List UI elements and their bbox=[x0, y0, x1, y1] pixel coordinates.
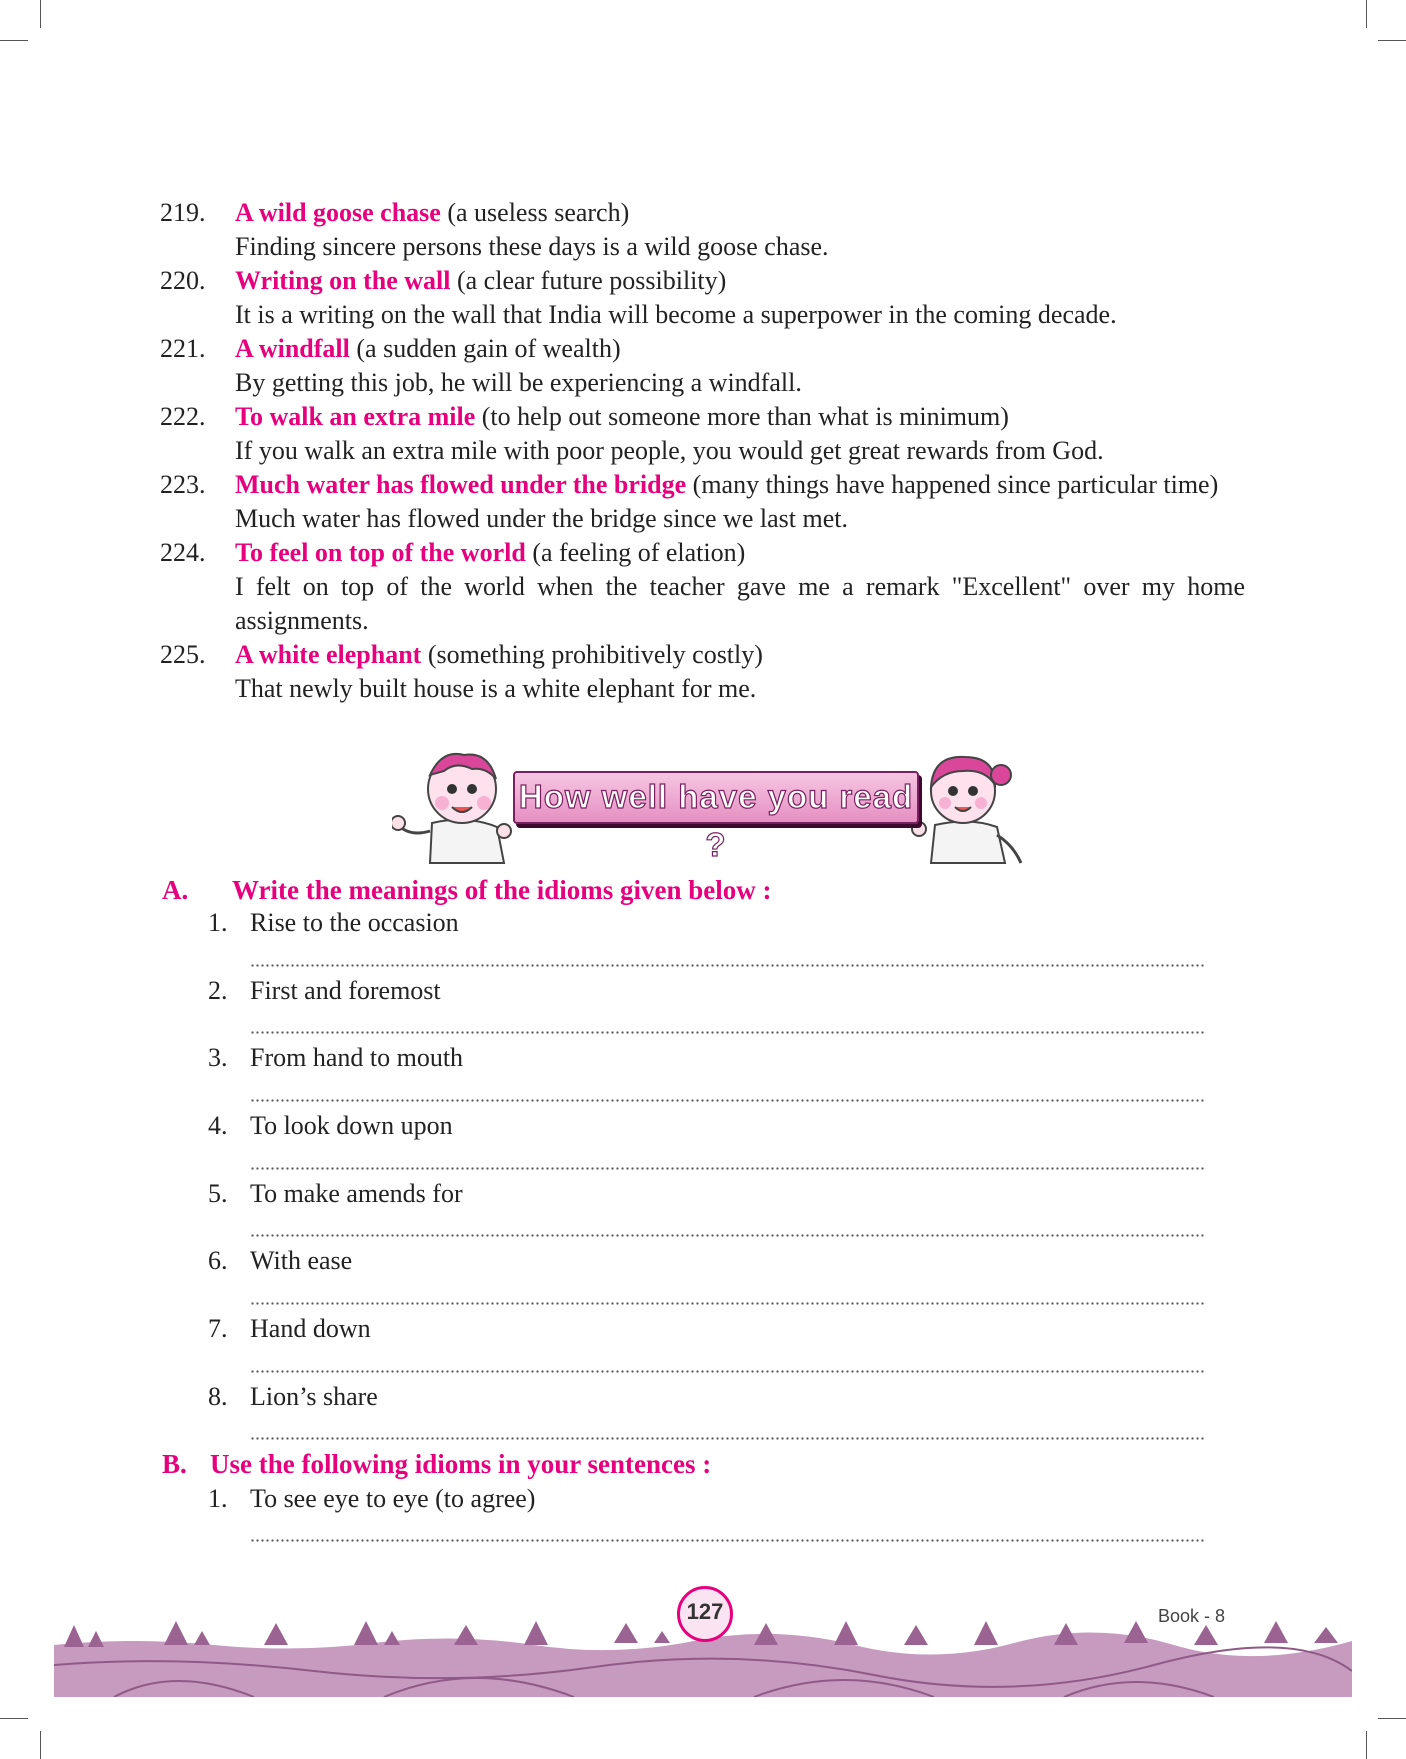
entry-number: 223. bbox=[160, 470, 206, 499]
banner-title: How well have you read ? bbox=[518, 778, 914, 863]
idiom-entry bbox=[160, 332, 1245, 400]
idiom-phrase: To walk an extra mile bbox=[235, 402, 476, 431]
idiom-phrase: A white elephant bbox=[235, 640, 422, 669]
how-well-have-you-read-banner bbox=[513, 771, 919, 863]
idiom-meaning: (many things have happened since particular time) bbox=[686, 470, 1219, 499]
book-label: Book - 8 bbox=[1158, 1606, 1226, 1626]
question-item bbox=[208, 1246, 352, 1276]
crop-mark bbox=[40, 0, 41, 28]
idiom-example: It is a writing on the wall that India will become a superpower in the coming decade. bbox=[235, 300, 1117, 329]
question-number: 8. bbox=[208, 1382, 228, 1411]
exercise-a-title bbox=[162, 875, 771, 906]
idiom-phrase: A windfall bbox=[235, 334, 350, 363]
crop-mark bbox=[1366, 0, 1367, 28]
crop-mark bbox=[1378, 40, 1406, 41]
crop-mark bbox=[40, 1731, 41, 1759]
question-number: 4. bbox=[208, 1111, 228, 1140]
entry-number: 222. bbox=[160, 402, 206, 431]
answer-line[interactable] bbox=[250, 1437, 1205, 1440]
exercise-instruction: Write the meanings of the idioms given below : bbox=[232, 875, 772, 905]
answer-line[interactable] bbox=[250, 1099, 1205, 1102]
idiom-example: Much water has flowed under the bridge since we last met. bbox=[235, 504, 848, 533]
answer-line[interactable] bbox=[250, 1234, 1205, 1237]
answer-line[interactable] bbox=[250, 964, 1205, 967]
question-number: 1. bbox=[208, 908, 228, 937]
question-number: 7. bbox=[208, 1314, 228, 1343]
idiom-list bbox=[160, 196, 1245, 706]
answer-line[interactable] bbox=[250, 1167, 1205, 1170]
question-item bbox=[208, 1179, 463, 1209]
question-text: With ease bbox=[250, 1246, 353, 1275]
idiom-entry bbox=[160, 400, 1245, 468]
question-item bbox=[208, 1111, 453, 1141]
question-text: Rise to the occasion bbox=[250, 908, 459, 937]
exercise-letter: B. bbox=[162, 1449, 187, 1479]
idiom-meaning: (a clear future possibility) bbox=[450, 266, 727, 295]
idiom-example: By getting this job, he will be experiencing a windfall. bbox=[235, 368, 802, 397]
idiom-example: That newly built house is a white elephant for me. bbox=[235, 674, 757, 703]
crop-mark bbox=[1378, 1718, 1406, 1719]
answer-line[interactable] bbox=[250, 1370, 1205, 1373]
idiom-example: Finding sincere persons these days is a wild goose chase. bbox=[235, 232, 829, 261]
idiom-entry bbox=[160, 638, 1245, 706]
boy-cartoon-illustration bbox=[392, 745, 522, 865]
idiom-meaning: (a sudden gain of wealth) bbox=[349, 334, 621, 363]
answer-line[interactable] bbox=[250, 1302, 1205, 1305]
question-number: 1. bbox=[208, 1484, 228, 1513]
answer-line[interactable] bbox=[250, 1539, 1205, 1542]
question-text: Hand down bbox=[250, 1314, 371, 1343]
girl-cartoon-illustration bbox=[905, 745, 1035, 870]
question-item bbox=[208, 1484, 535, 1514]
idiom-example: If you walk an extra mile with poor people, you would get great rewards from God. bbox=[235, 436, 1104, 465]
question-item bbox=[208, 908, 459, 938]
idiom-entry bbox=[160, 264, 1245, 332]
question-text: Lion’s share bbox=[250, 1382, 378, 1411]
idiom-meaning: (a feeling of elation) bbox=[525, 538, 746, 567]
page-number: 127 bbox=[677, 1586, 733, 1642]
idiom-phrase: Writing on the wall bbox=[235, 266, 451, 295]
question-text: To look down upon bbox=[250, 1111, 453, 1140]
idiom-meaning: (a useless search) bbox=[440, 198, 630, 227]
crop-mark bbox=[1366, 1731, 1367, 1759]
crop-mark bbox=[0, 40, 28, 41]
question-text: From hand to mouth bbox=[250, 1043, 464, 1072]
entry-number: 225. bbox=[160, 640, 206, 669]
idiom-meaning: (to help out someone more than what is minimum) bbox=[475, 402, 1009, 431]
entry-number: 224. bbox=[160, 538, 206, 567]
entry-number: 219. bbox=[160, 198, 206, 227]
question-item bbox=[208, 1043, 463, 1073]
exercise-instruction: Use the following idioms in your sentences : bbox=[210, 1449, 712, 1479]
idiom-phrase: Much water has flowed under the bridge bbox=[235, 470, 687, 499]
idiom-entry bbox=[160, 536, 1245, 638]
question-item bbox=[208, 1314, 371, 1344]
idiom-example: I felt on top of the world when the teacher gave me a remark "Excellent" over my home assignments. bbox=[235, 572, 1245, 635]
question-number: 6. bbox=[208, 1246, 228, 1275]
question-text: First and foremost bbox=[250, 976, 441, 1005]
idiom-meaning: (something prohibitively costly) bbox=[421, 640, 763, 669]
idiom-entry bbox=[160, 196, 1245, 264]
question-item bbox=[208, 976, 441, 1006]
crop-mark bbox=[0, 1718, 28, 1719]
idiom-phrase: A wild goose chase bbox=[235, 198, 441, 227]
question-item bbox=[208, 1382, 378, 1412]
question-number: 2. bbox=[208, 976, 228, 1005]
entry-number: 221. bbox=[160, 334, 206, 363]
idiom-entry bbox=[160, 468, 1245, 536]
question-text: To make amends for bbox=[250, 1179, 463, 1208]
entry-number: 220. bbox=[160, 266, 206, 295]
answer-line[interactable] bbox=[250, 1031, 1205, 1034]
question-number: 5. bbox=[208, 1179, 228, 1208]
question-number: 3. bbox=[208, 1043, 228, 1072]
question-text: To see eye to eye (to agree) bbox=[250, 1484, 536, 1513]
idiom-phrase: To feel on top of the world bbox=[235, 538, 526, 567]
exercise-letter: A. bbox=[162, 875, 189, 905]
exercise-b-title bbox=[162, 1449, 711, 1480]
